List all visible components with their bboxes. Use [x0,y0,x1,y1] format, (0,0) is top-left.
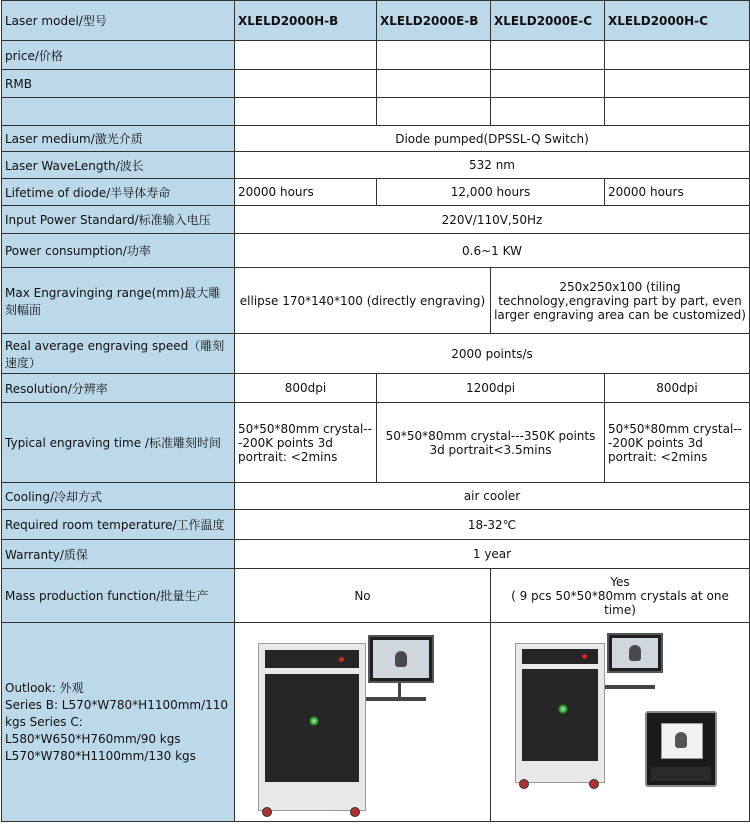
blank-label [2,98,235,126]
range-b: ellipse 170*140*100 (directly engraving) [235,268,491,334]
warranty-label: Warranty/质保 [2,540,235,569]
resolution-mid: 1200dpi [377,374,605,403]
time-mid: 50*50*80mm crystal---350K points 3d portrait<3.5mins [377,403,605,483]
mass-c [491,569,750,623]
outlook-title: Outlook: 外观 [5,680,84,695]
consumption-label: Power consumption/功率 [2,234,235,268]
consumption-row [2,234,750,268]
wavelength-value: 532 nm [235,152,750,179]
rmb-label: RMB [2,70,235,98]
temp-label: Required room temperature/工作温度 [2,510,235,540]
time-b: 50*50*80mm crystal---200K points 3d portrait: <2mins [235,403,377,483]
consumption-value: 0.6~1 KW [235,234,750,268]
speed-value: 2000 points/s [235,334,750,374]
blank-cell [235,98,377,126]
medium-value: Diode pumped(DPSSL-Q Switch) [235,126,750,152]
price-cell [491,41,605,70]
spec-table [1,0,750,822]
desktop-machine [645,711,717,787]
model-name: XLELD2000H-C [605,1,750,41]
outlook-row [2,623,750,822]
power-std-value: 220V/110V,50Hz [235,206,750,234]
mass-b: No [235,569,491,623]
range-label: Max Engravinging range(mm)最大雕刻幅面 [2,268,235,334]
warranty-row [2,540,750,569]
mass-c-yes: Yes [610,574,630,589]
machine-photo-c [491,623,750,822]
blank-cell [377,98,491,126]
mass-c-detail: ( 9 pcs 50*50*80mm crystals at one time) [511,588,729,617]
cooling-label: Cooling/冷却方式 [2,483,235,510]
cooling-value: air cooler [235,483,750,510]
time-row [2,403,750,483]
lifetime-mid: 12,000 hours [377,179,605,206]
lifetime-label: Lifetime of diode/半导体寿命 [2,179,235,206]
laser-glow-icon [558,704,568,714]
range-c: 250x250x100 (tiling technology,engraving part by part, even larger engraving area can be customized) [491,268,750,334]
monitor-icon [607,633,663,673]
outlook-series-c-2: L570*W780*H1100mm/130 kgs [5,748,196,763]
price-cell [377,41,491,70]
outlook-label [2,623,235,822]
blank-cell [605,98,750,126]
power-std-label: Input Power Standard/标准输入电压 [2,206,235,234]
speed-row [2,334,750,374]
time-label: Typical engraving time /标准雕刻时间 [2,403,235,483]
model-name: XLELD2000E-C [491,1,605,41]
rmb-cell [605,70,750,98]
price-row [2,41,750,70]
blank-cell [491,98,605,126]
medium-row [2,126,750,152]
temp-row [2,510,750,540]
wavelength-row [2,152,750,179]
rmb-cell [377,70,491,98]
lifetime-b: 20000 hours [235,179,377,206]
mass-label: Mass production function/批量生产 [2,569,235,623]
price-cell [235,41,377,70]
machine-cabinet [515,643,605,783]
temp-value: 18-32℃ [235,510,750,540]
lifetime-c: 20000 hours [605,179,750,206]
rmb-cell [491,70,605,98]
rmb-cell [235,70,377,98]
wavelength-label: Laser WaveLength/波长 [2,152,235,179]
outlook-series-b: Series B: L570*W780*H1100mm/110 kgs Series C: [5,697,229,729]
monitor-icon [368,635,434,683]
machine-photo-b [235,623,491,822]
power-std-row [2,206,750,234]
laser-glow-icon [309,716,319,726]
resolution-row [2,374,750,403]
price-label: price/价格 [2,41,235,70]
price-cell [605,41,750,70]
outlook-series-c-1: L580*W650*H760mm/90 kgs [5,731,181,746]
model-label: Laser model/型号 [2,1,235,41]
model-name: XLELD2000H-B [235,1,377,41]
machine-cabinet [258,643,366,811]
header-row [2,1,750,41]
range-row [2,268,750,334]
lifetime-row [2,179,750,206]
blank-row [2,98,750,126]
model-name: XLELD2000E-B [377,1,491,41]
rmb-row [2,70,750,98]
time-c: 50*50*80mm crystal---200K points 3d portrait: <2mins [605,403,750,483]
resolution-c: 800dpi [605,374,750,403]
resolution-label: Resolution/分辨率 [2,374,235,403]
speed-label: Real average engraving speed（雕刻速度） [2,334,235,374]
mass-row [2,569,750,623]
warranty-value: 1 year [235,540,750,569]
cooling-row [2,483,750,510]
resolution-b: 800dpi [235,374,377,403]
medium-label: Laser medium/激光介质 [2,126,235,152]
